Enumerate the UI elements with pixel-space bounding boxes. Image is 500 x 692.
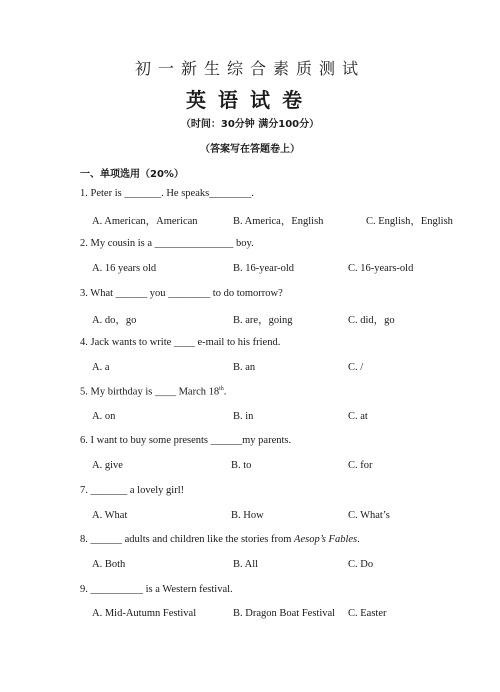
question-stem: 3. What ______ you ________ to do tomorrow? <box>80 288 283 299</box>
stem-text: 5. My birthday is ____ March 18 <box>80 386 220 398</box>
question-stem: 1. Peter is _______. He speaks________. <box>80 188 254 199</box>
section-title: 一、单项选用（20%） <box>80 169 184 180</box>
option-a: A. on <box>92 411 116 422</box>
book-title: Aesop’s Fables <box>294 534 358 545</box>
exam-title: 初一新生综合素质测试 <box>134 61 365 78</box>
option-b: B. America，English <box>233 216 324 227</box>
option-c: C. 16-years-old <box>348 263 414 274</box>
option-a: A. do，go <box>92 315 137 326</box>
option-b: B. to <box>231 460 252 471</box>
option-a: A. 16 years old <box>92 263 157 274</box>
option-b: B. How <box>231 510 264 521</box>
answer-note: （答案写在答题卷上） <box>200 144 300 155</box>
question-stem: 7. _______ a lovely girl! <box>80 485 185 496</box>
option-c: C. Easter <box>348 608 387 619</box>
stem-text: . <box>357 534 360 545</box>
option-c: C. for <box>348 460 373 471</box>
option-c: C. What’s <box>348 510 390 521</box>
option-c: C. Do <box>348 559 374 570</box>
option-a: A. a <box>92 362 110 373</box>
option-c: C. English，English <box>366 216 453 227</box>
option-b: B. All <box>233 559 259 570</box>
question-stem: 9. __________ is a Western festival. <box>80 584 233 595</box>
question-stem <box>80 534 360 545</box>
option-b: B. Dragon Boat Festival <box>233 608 336 619</box>
stem-text: . <box>223 386 227 398</box>
option-b: B. are，going <box>233 315 293 326</box>
option-c: C. / <box>348 362 364 373</box>
question-stem: 4. Jack wants to write ____ e-mail to his friend. <box>80 337 281 348</box>
exam-subject: 英语试卷 <box>186 88 314 112</box>
option-c: C. did，go <box>348 315 395 326</box>
question-stem <box>80 386 226 398</box>
option-b: B. an <box>233 362 256 373</box>
option-b: B. in <box>233 411 254 422</box>
option-b: B. 16-year-old <box>233 263 295 274</box>
option-a: A. What <box>92 510 128 521</box>
option-c: C. at <box>348 411 368 422</box>
option-a: A. American，American <box>92 216 198 227</box>
option-a: A. give <box>92 460 123 471</box>
question-stem: 6. I want to buy some presents ______my parents. <box>80 435 292 446</box>
exam-time-score: （时间：30分钟 满分100分） <box>180 119 320 130</box>
option-a: A. Both <box>92 559 126 570</box>
ordinal-suffix: th <box>219 386 224 392</box>
stem-text: 8. ______ adults and children like the stories from <box>80 534 295 545</box>
question-stem: 2. My cousin is a _______________ boy. <box>80 238 254 249</box>
option-a: A. Mid-Autumn Festival <box>92 608 197 619</box>
